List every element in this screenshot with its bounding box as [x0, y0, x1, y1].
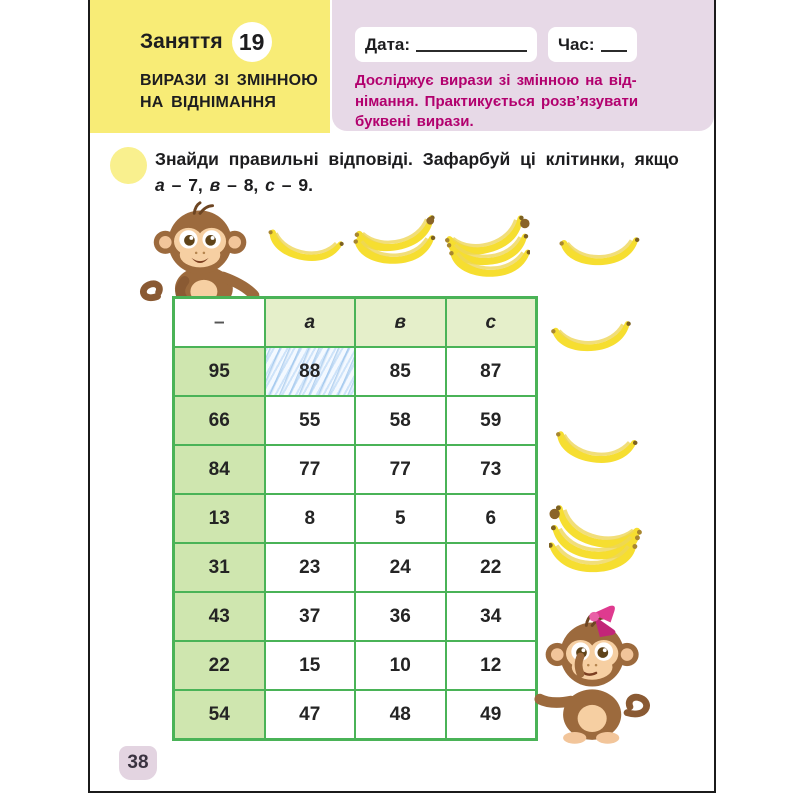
table-row: [174, 494, 536, 543]
lesson-title-line1: ВИРАЗИ ЗІ ЗМІННОЮ: [140, 72, 319, 89]
answer-cell[interactable]: 23: [265, 543, 356, 592]
variable-header-cell: с: [446, 298, 537, 347]
variable-v: в: [209, 175, 221, 196]
banana-bunch-2-icon: [352, 208, 438, 280]
banana-icon: [553, 422, 639, 474]
date-field[interactable]: [355, 27, 537, 62]
page-number-badge: 38: [119, 746, 157, 780]
answer-cell[interactable]: 8: [265, 494, 356, 543]
variable-header-cell: в: [355, 298, 446, 347]
lesson-label: Заняття: [140, 30, 223, 53]
table-row: [174, 543, 536, 592]
monkey-icon: [138, 196, 264, 304]
lesson-title: [140, 70, 318, 115]
instruction-conditions: [155, 172, 680, 198]
answer-cell[interactable]: 73: [446, 445, 537, 494]
banana-icon: [265, 220, 345, 272]
variable-a: а: [155, 175, 165, 196]
meta-box: [332, 0, 714, 131]
answer-cell[interactable]: 5: [355, 494, 446, 543]
description-line: Досліджує вирази зі змінною на від-: [355, 72, 637, 89]
lesson-number-badge: 19: [232, 22, 272, 62]
answer-cell[interactable]: 88: [265, 347, 356, 396]
answer-cell[interactable]: 47: [265, 690, 356, 739]
description-line: буквені вирази.: [355, 113, 474, 131]
girl-monkey-icon: [534, 596, 660, 746]
table-row: [174, 690, 536, 739]
table-row: [174, 396, 536, 445]
banana-bunch-3-icon: [444, 212, 530, 290]
condition-v: – 8,: [220, 175, 266, 196]
minuend-cell: 84: [174, 445, 265, 494]
lesson-description: [355, 71, 700, 133]
time-field[interactable]: [548, 27, 637, 62]
answer-cell[interactable]: 48: [355, 690, 446, 739]
banana-icon: [558, 226, 642, 274]
date-label: Дата:: [365, 34, 411, 54]
table-row: [174, 347, 536, 396]
minuend-cell: 43: [174, 592, 265, 641]
answer-cell[interactable]: 6: [446, 494, 537, 543]
minuend-cell: 66: [174, 396, 265, 445]
minuend-cell: 22: [174, 641, 265, 690]
description-line: німання. Практикується розв’язувати: [355, 92, 639, 110]
answers-table: [172, 296, 538, 741]
answer-cell[interactable]: 34: [446, 592, 537, 641]
table-row: [174, 445, 536, 494]
answer-cell[interactable]: 77: [355, 445, 446, 494]
answer-cell[interactable]: 10: [355, 641, 446, 690]
lesson-header-box: [90, 0, 330, 133]
answer-cell[interactable]: 59: [446, 396, 537, 445]
minuend-cell: 31: [174, 543, 265, 592]
answer-cell[interactable]: 22: [446, 543, 537, 592]
table-header-row: [174, 298, 536, 347]
answer-cell[interactable]: 87: [446, 347, 537, 396]
table-row: [174, 592, 536, 641]
minuend-cell: 54: [174, 690, 265, 739]
time-label: Час:: [558, 34, 595, 54]
task-bullet-icon: [110, 147, 147, 184]
condition-a: – 7,: [164, 175, 210, 196]
variable-header-cell: а: [265, 298, 356, 347]
instruction-text: Знайди правильні відповіді. Зафарбуй ці клітинки, якщо: [155, 149, 679, 169]
table-row: [174, 641, 536, 690]
minuend-cell: 13: [174, 494, 265, 543]
condition-s: – 9.: [274, 175, 313, 196]
task-instruction: [155, 146, 680, 199]
minuend-cell: 95: [174, 347, 265, 396]
answer-cell[interactable]: 36: [355, 592, 446, 641]
date-input-line[interactable]: [416, 38, 527, 52]
variable-s: с: [265, 175, 275, 196]
banana-icon: [550, 306, 634, 364]
answer-cell[interactable]: 77: [265, 445, 356, 494]
answer-cell[interactable]: 37: [265, 592, 356, 641]
lesson-row: [140, 22, 272, 62]
lesson-title-line2: НА ВІДНІМАННЯ: [140, 94, 277, 112]
answer-cell[interactable]: 24: [355, 543, 446, 592]
banana-bunch-3-icon: [549, 502, 643, 586]
operation-header-cell: –: [174, 298, 265, 347]
answer-cell[interactable]: 49: [446, 690, 537, 739]
answer-cell[interactable]: 55: [265, 396, 356, 445]
time-input-line[interactable]: [601, 38, 627, 52]
answer-cell[interactable]: 12: [446, 641, 537, 690]
answer-cell[interactable]: 15: [265, 641, 356, 690]
answer-cell[interactable]: 85: [355, 347, 446, 396]
answer-cell[interactable]: 58: [355, 396, 446, 445]
